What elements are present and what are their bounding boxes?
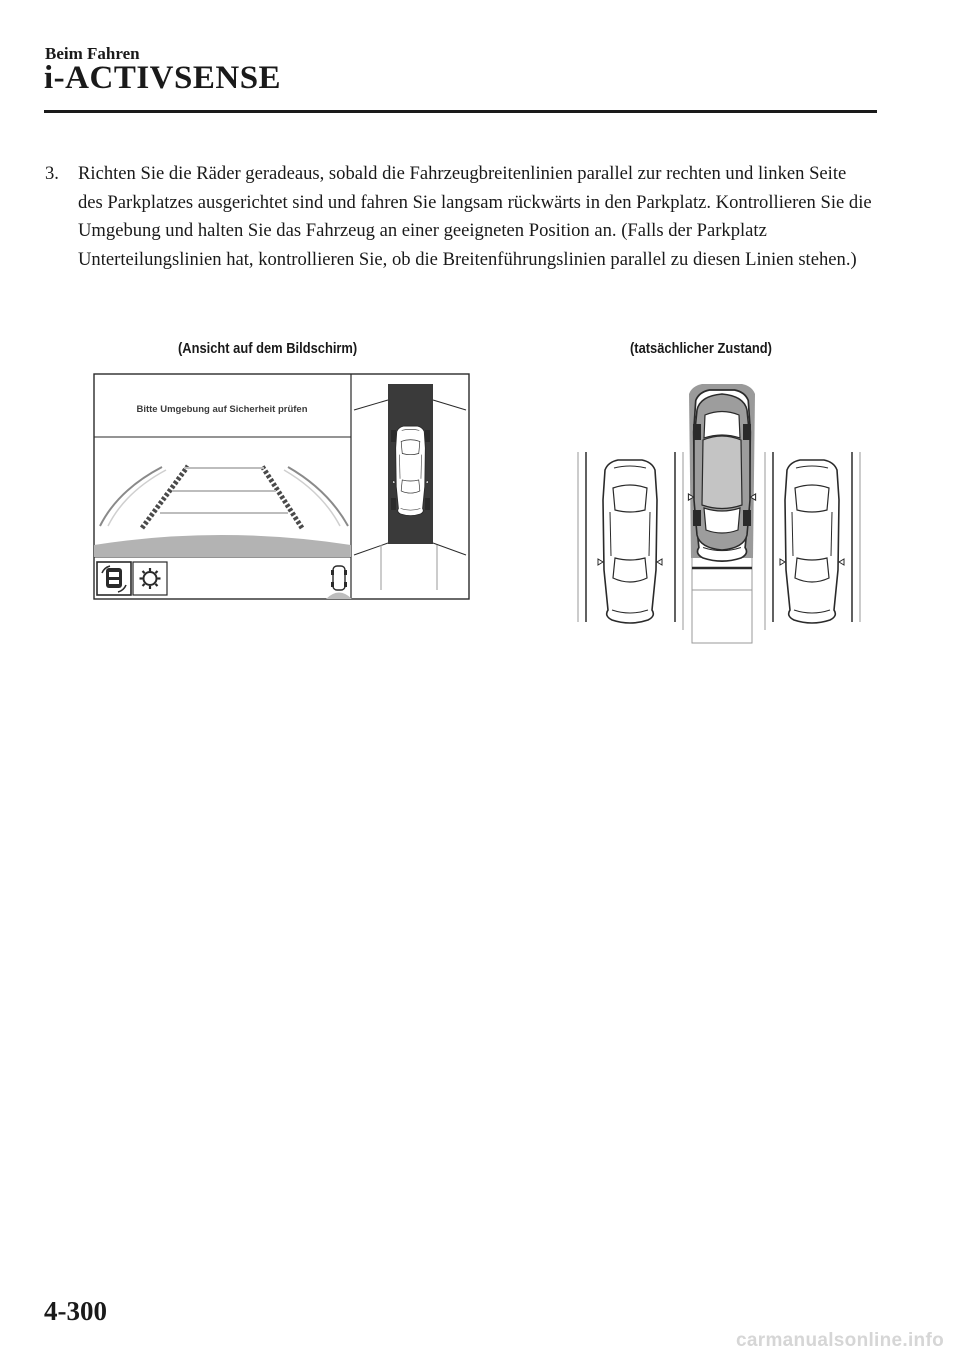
actual-state-view bbox=[578, 384, 860, 643]
screen-view bbox=[94, 374, 469, 599]
step-number: 3. bbox=[45, 163, 59, 184]
settings-gear-icon[interactable] bbox=[133, 562, 167, 595]
screen-message: Bitte Umgebung auf Sicherheit prüfen bbox=[136, 404, 308, 415]
step-text: Richten Sie die Räder geradeaus, sobald die Fahrzeugbreitenlinien parallel zur rechten und linken Seite des Parkplatzes ausgerichtet sind und fahren Sie langsam rückwärts in den Parkplatz. Kontrollieren Sie die Umgebung und halten Sie das Fahrzeug an einer geeigneten Position an. (Falls der Parkplatz Unterteilungslinien hat, kontrollieren Sie, ob die Breitenführungslinien parallel zu diesen Linien stehen.) bbox=[78, 163, 872, 270]
page-title: i-ACTIVSENSE bbox=[44, 60, 282, 96]
watermark: carmanualsonline.info bbox=[736, 1330, 944, 1351]
section-label: Beim Fahren bbox=[45, 44, 140, 63]
page-number: 4-300 bbox=[44, 1296, 107, 1326]
caption-actual-state: (tatsächlicher Zustand) bbox=[630, 340, 772, 357]
caption-screen-view: (Ansicht auf dem Bildschirm) bbox=[178, 340, 358, 357]
